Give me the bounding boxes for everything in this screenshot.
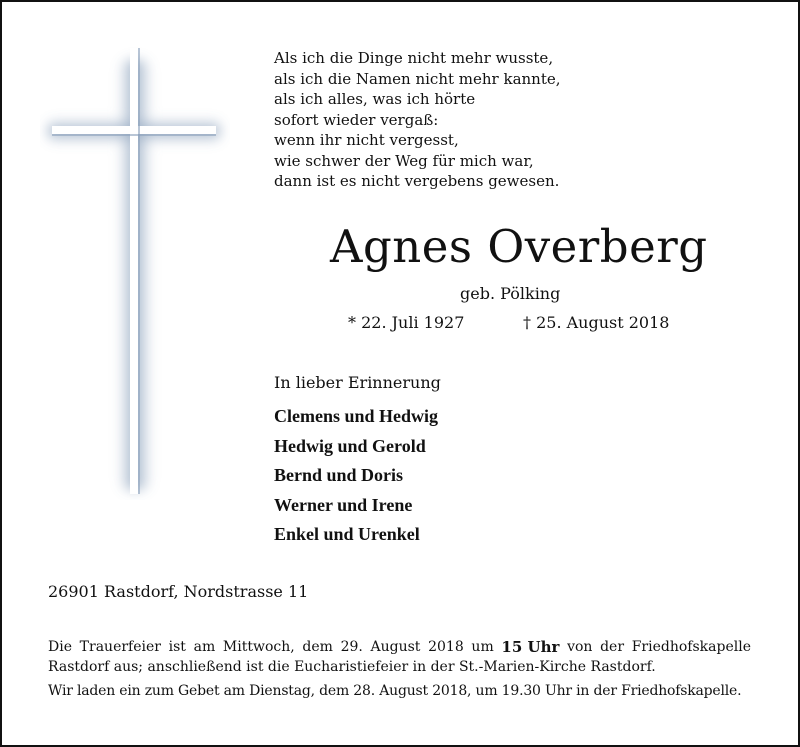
notice-word: ist [168, 639, 186, 655]
notice-word: um [471, 639, 494, 655]
notice-word: Trauerfeier [79, 639, 161, 655]
notice-word: der [600, 639, 625, 655]
family-member: Clemens und Hedwig [274, 406, 439, 426]
poem [274, 48, 561, 192]
death-date: † 25. August 2018 [523, 313, 670, 332]
poem-line: Als ich die Dinge nicht mehr wusste, [274, 49, 554, 67]
deceased-name: Agnes Overberg [330, 220, 708, 273]
notice-word: dem [302, 639, 333, 655]
service-time: 15 Uhr [501, 638, 560, 656]
service-notice [48, 637, 751, 701]
poem-line: wenn ihr nicht vergesst, [274, 131, 459, 149]
poem-line: als ich die Namen nicht mehr kannte, [274, 69, 561, 88]
notice-word: 29. [340, 639, 363, 655]
poem-line: als ich alles, was ich hörte [274, 90, 476, 108]
notice-line-3: Wir laden ein zum Gebet am Dienstag, dem 28. August 2018, um 19.30 Uhr in der Friedhofskapelle. [48, 683, 742, 699]
family-member: Hedwig und Gerold [274, 435, 426, 456]
memory-intro: In lieber Erinnerung [274, 373, 441, 392]
family-list [274, 402, 438, 550]
maiden-name: geb. Pölking [460, 284, 561, 303]
family-member: Enkel und Urenkel [274, 524, 420, 544]
notice-word: Mittwoch, [222, 639, 295, 655]
notice-word: Friedhofskapelle [631, 639, 751, 655]
family-member: Werner und Irene [274, 494, 413, 515]
notice-word: von [567, 639, 593, 655]
birth-date: * 22. Juli 1927 [348, 313, 465, 332]
poem-line: dann ist es nicht vergebens gewesen. [274, 172, 560, 190]
notice-line-2: Rastdorf aus; anschließend ist die Eucharistiefeier in der St.-Marien-Kirche Rastdorf. [48, 659, 656, 675]
notice-word: am [193, 639, 216, 655]
notice-word: 2018 [428, 639, 464, 655]
poem-line: wie schwer der Weg für mich war, [274, 151, 534, 170]
poem-line: sofort wieder vergaß: [274, 110, 439, 129]
notice-word: August [370, 639, 421, 655]
cross-icon [40, 40, 230, 500]
notice-word: Die [48, 639, 72, 655]
notice-line-1 [48, 637, 751, 657]
family-member: Bernd und Doris [274, 465, 404, 485]
address: 26901 Rastdorf, Nordstrasse 11 [48, 582, 309, 601]
